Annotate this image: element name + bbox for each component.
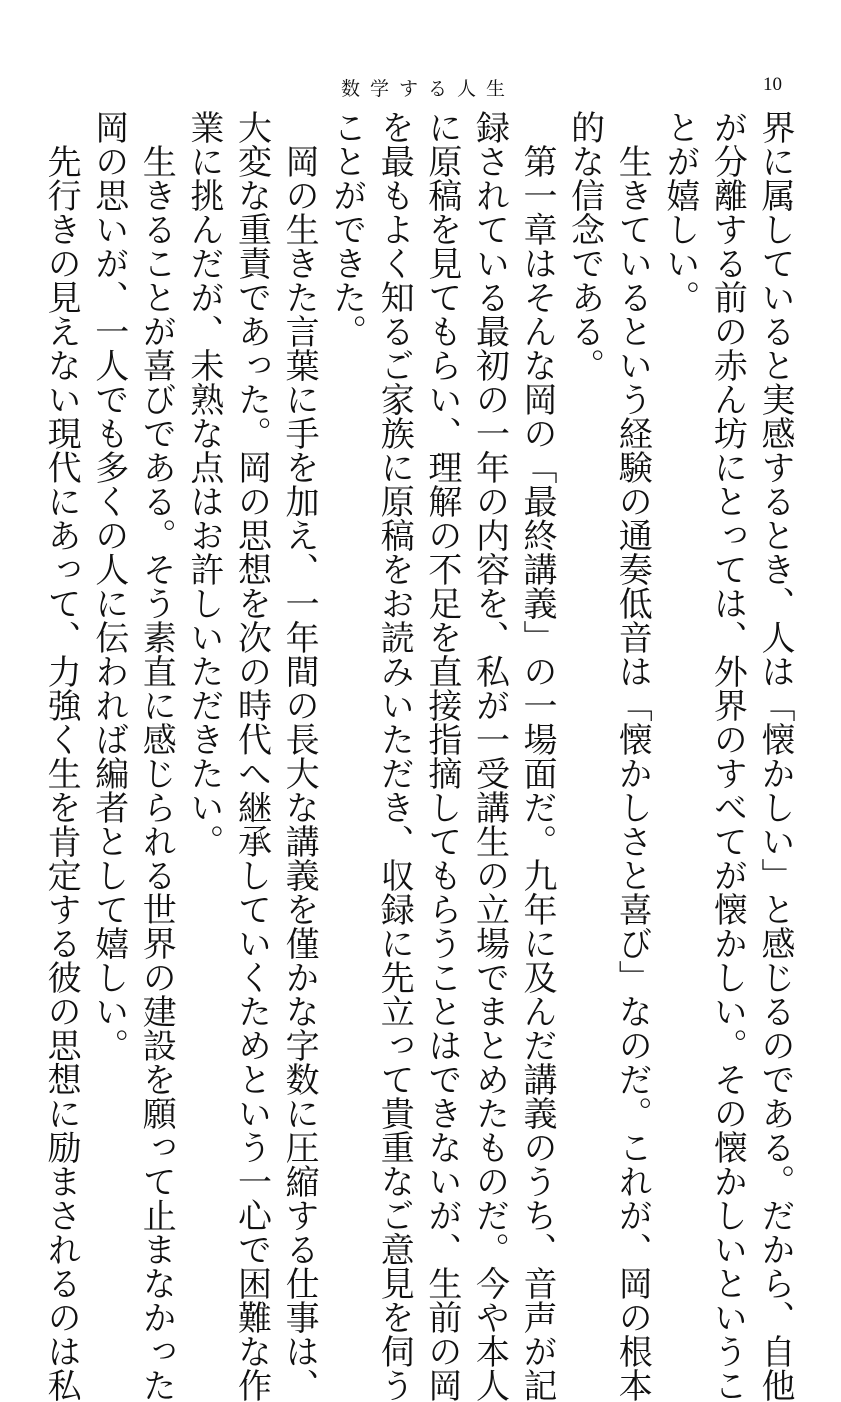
text-line: 生きているという経験の通奏低音は「懐かしさと喜び」なのだ。これが、岡の根本 [612,110,653,1402]
text-line: を最もよく知るご家族に原稿をお読みいただき、収録に先立って貴重なご意見を伺う [374,110,415,1402]
text-line: が分離する前の赤ん坊にとっては、外界のすべてが懐かしい。その懐かしいというこ [707,110,748,1402]
page-number: 10 [763,74,782,95]
book-title: 数学する人生 [340,78,515,100]
text-line: に原稿を見てもらい、理解の不足を直接指摘してもらうことはできないが、生前の岡 [421,110,462,1402]
text-line: 的な信念である。 [564,110,605,382]
text-line: 大変な重責であった。岡の思想を次の時代へ継承していくためという一心で困難な作 [231,110,272,1402]
body-text [41,110,798,1402]
text-line: 第一章はそんな岡の「最終講義」の一場面だ。九年に及んだ講義のうち、音声が記 [517,110,558,1402]
running-head [0,74,841,104]
text-line: 岡の生きた言葉に手を加え、一年間の長大な講義を僅かな字数に圧縮する仕事は、 [279,110,320,1402]
text-line: 先行きの見えない現代にあって、力強く生を肯定する彼の思想に励まされるのは私 [41,110,82,1402]
text-line: 生きることが喜びである。そう素直に感じられる世界の建設を願って止まなかった [136,110,177,1402]
text-line: 岡の思いが、一人でも多くの人に伝われば編者として嬉しい。 [88,110,129,1062]
text-line: ことができた。 [326,110,367,348]
text-line: 界に属していると実感するとき、人は「懐かしい」と感じるのである。だから、自他 [755,110,795,1402]
text-line: 業に挑んだが、未熟な点はお許しいただきたい。 [183,110,224,858]
text-line: 録されている最初の一年の内容を、私が一受講生の立場でまとめたものだ。今や本人 [469,110,510,1402]
text-line: とが嬉しい。 [659,110,700,314]
